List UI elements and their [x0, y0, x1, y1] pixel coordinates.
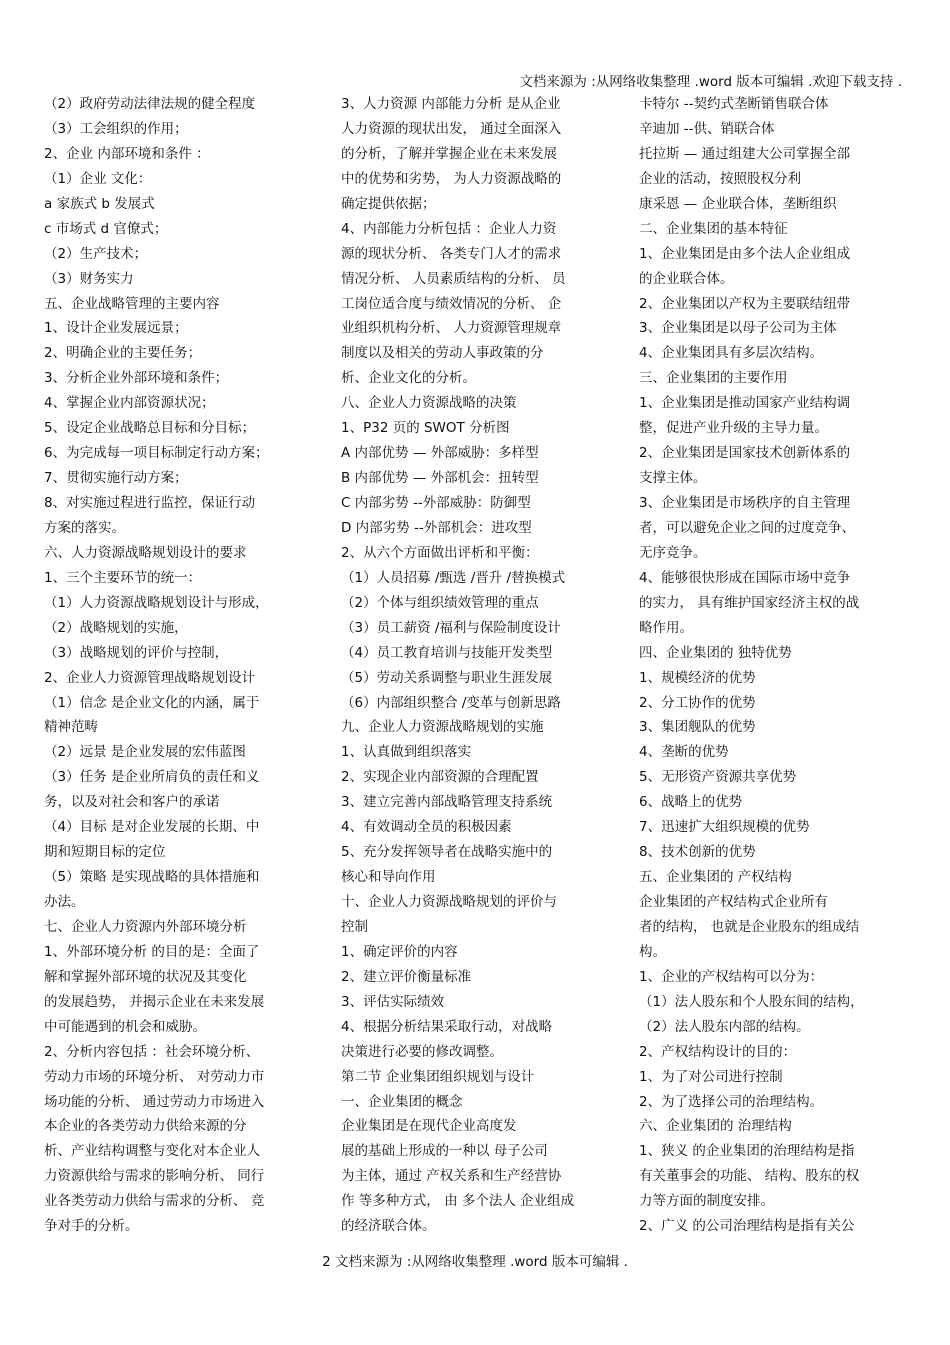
text-line: 九、企业人力资源战略规划的实施 [341, 719, 544, 736]
text-line: 企业的活动，按照股权分利 [639, 170, 801, 187]
text-line: 有关董事会的功能、 结构、股东的权 [639, 1168, 860, 1185]
text-column-1 [44, 92, 312, 1239]
text-line: （2）个体与组织绩效管理的重点 [341, 594, 539, 611]
text-line: 构。 [639, 943, 666, 960]
text-line: 略作用。 [639, 619, 693, 636]
text-line: 办法。 [44, 894, 85, 910]
text-line: 8、技术创新的优势 [639, 844, 756, 861]
text-line: 1、认真做到组织落实 [341, 744, 472, 761]
text-line: 工岗位适合度与绩效情况的分析、 企 [341, 295, 562, 312]
text-line: （2）法人股东内部的结构。 [639, 1018, 810, 1035]
text-line: （1）人员招募 /甄选 /晋升 /替换模式 [341, 569, 566, 586]
text-line: 析、产业结构调整与变化对本企业人 [44, 1143, 260, 1160]
text-line: 4、垄断的优势 [639, 744, 729, 761]
text-line: 者，可以避免企业之间的过度竞争、 [639, 519, 855, 536]
text-line: 2、为了选择公司的治理结构。 [639, 1093, 824, 1110]
text-line: （3）工会组织的作用； [44, 120, 188, 137]
text-line: （5）劳动关系调整与职业生涯发展 [341, 669, 553, 686]
text-line: 1、外部环境分析 的目的是：全面了 [44, 943, 260, 960]
text-line: 1、为了对公司进行控制 [639, 1068, 783, 1085]
text-line: 八、企业人力资源战略的决策 [341, 395, 517, 412]
text-line: 的发展趋势， 并揭示企业在未来发展 [44, 993, 265, 1010]
text-line: 七、企业人力资源内外部环境分析 [44, 918, 247, 935]
text-line: 1、P32 页的 SWOT 分析图 [341, 420, 510, 437]
text-line: 场功能的分析、 通过劳动力市场进入 [44, 1093, 265, 1110]
text-line: （6）内部组织整合 /变革与创新思路 [341, 694, 561, 711]
text-line: 为主体，通过 产权关系和生产经营协 [341, 1168, 562, 1185]
text-line: 本企业的各类劳动力供给来源的分 [44, 1118, 247, 1135]
text-line: 3、建立完善内部战略管理支持系统 [341, 794, 553, 811]
text-line: 五、企业集团的 产权结构 [639, 869, 792, 886]
text-line: 1、企业集团是由多个法人企业组成 [639, 245, 851, 262]
text-line: 2、从六个方面做出评析和平衡： [341, 544, 539, 561]
text-line: 2、企业集团以产权为主要联结纽带 [639, 295, 851, 312]
text-line: 卡特尔 --契约式垄断销售联合体 [639, 96, 829, 112]
text-line: 4、掌握企业内部资源状况； [44, 395, 215, 412]
text-line: 2、建立评价衡量标准 [341, 968, 472, 985]
text-line: 控制 [341, 918, 368, 935]
text-line: 展的基础上形成的一种以 母子公司 [341, 1143, 548, 1160]
text-line: 4、能够很快形成在国际市场中竞争 [639, 569, 851, 586]
text-line: 务，以及对社会和客户的承诺 [44, 794, 220, 811]
text-line: 6、战略上的优势 [639, 794, 743, 811]
text-line: 4、企业集团具有多层次结构。 [639, 345, 824, 362]
text-line: 的经济联合体。 [341, 1218, 436, 1235]
text-line: 1、三个主要环节的统一： [44, 569, 202, 586]
text-line: 2、企业人力资源管理战略规划设计 [44, 669, 256, 686]
text-line: 源的现状分析、 各类专门人才的需求 [341, 245, 562, 262]
text-line: 4、有效调动全员的积极因素 [341, 819, 512, 836]
text-line: 业组织机构分析、 人力资源管理规章 [341, 320, 562, 337]
text-line: （1）企业 文化： [44, 170, 152, 187]
text-line: 2、明确企业的主要任务； [44, 345, 202, 362]
text-line: （4）员工教育培训与技能开发类型 [341, 644, 553, 661]
text-line: 2、分工协作的优势 [639, 694, 756, 711]
text-line: （3）财务实力 [44, 270, 134, 287]
text-line: 1、企业的产权结构可以分为： [639, 968, 824, 985]
text-line: 5、充分发挥领导者在战略实施中的 [341, 844, 553, 861]
text-line: （2）远景 是企业发展的宏伟蓝图 [44, 744, 246, 761]
text-line: 企业集团的产权结构式企业所有 [639, 894, 828, 910]
text-line: 无序竞争。 [639, 544, 707, 561]
text-line: 3、企业集团是市场秩序的自主管理 [639, 495, 851, 511]
text-line: 1、规模经济的优势 [639, 669, 756, 686]
text-line: 精神范畴 [44, 719, 98, 736]
text-line: 方案的落实。 [44, 519, 125, 536]
text-column-3 [639, 92, 909, 1239]
text-line: （3）任务 是企业所肩负的责任和义 [44, 769, 260, 786]
page-header: 文档来源为 :从网络收集整理 .word 版本可编辑 .欢迎下载支持 . [519, 74, 902, 90]
text-column-2 [341, 92, 611, 1239]
text-line: 3、企业集团是以母子公司为主体 [639, 320, 837, 337]
text-line: 制度以及相关的劳动人事政策的分 [341, 345, 544, 362]
text-line: 2、企业集团是国家技术创新体系的 [639, 445, 851, 462]
text-line: 劳动力市场的环境分析、 对劳动力市 [44, 1068, 265, 1085]
text-line: 2、企业 内部环境和条件 ： [44, 145, 210, 162]
text-line: 8、对实施过程进行监控，保证行动 [44, 495, 256, 511]
text-line: 人力资源的现状出发， 通过全面深入 [341, 120, 562, 137]
text-line: 六、企业集团的 治理结构 [639, 1118, 792, 1135]
text-line: 三、企业集团的主要作用 [639, 370, 788, 387]
text-line: 期和短期目标的定位 [44, 844, 166, 861]
text-line: 4、根据分析结果采取行动，对战略 [341, 1018, 553, 1035]
text-line: 业各类劳动力供给与需求的分析、 竞 [44, 1193, 265, 1210]
text-line: 力资源供给与需求的影响分析、 同行 [44, 1168, 265, 1185]
text-line: 1、确定评价的内容 [341, 943, 458, 960]
text-line: 争对手的分析。 [44, 1218, 139, 1235]
text-line: 2、分析内容包括 ：社会环境分析、 [44, 1043, 260, 1060]
text-line: 1、设计企业发展远景； [44, 320, 188, 337]
text-line: 中的优势和劣势， 为人力资源战略的 [341, 170, 562, 187]
text-line: 的企业联合体。 [639, 270, 734, 287]
text-line: （2）生产技术； [44, 245, 148, 262]
text-line: 辛迪加 --供、销联合体 [639, 120, 775, 137]
text-line: A 内部优势 — 外部威胁：多样型 [341, 445, 539, 462]
text-line: 中可能遇到的机会和威胁。 [44, 1018, 206, 1035]
text-line: 六、人力资源战略规划设计的要求 [44, 544, 247, 561]
text-line: 力等方面的制度安排。 [639, 1193, 774, 1210]
text-line: c 市场式 d 官僚式； [44, 220, 168, 237]
text-line: 3、集团舰队的优势 [639, 719, 756, 736]
text-line: 核心和导向作用 [341, 869, 436, 886]
text-line: 2、广义 的公司治理结构是指有关公 [639, 1218, 855, 1235]
text-line: （1）法人股东和个人股东间的结构， [639, 993, 864, 1010]
text-line: B 内部优势 — 外部机会：扭转型 [341, 470, 539, 487]
text-line: 的分析，了解并掌握企业在未来发展 [341, 145, 557, 162]
text-line: 5、无形资产资源共享优势 [639, 769, 797, 786]
text-line: 1、企业集团是推动国家产业结构调 [639, 395, 851, 412]
text-line: （3）战略规划的评价与控制， [44, 644, 229, 661]
text-line: 五、企业战略管理的主要内容 [44, 295, 220, 312]
text-line: 一、企业集团的概念 [341, 1093, 463, 1110]
text-line: 解和掌握外部环境的状况及其变化 [44, 968, 247, 985]
text-line: 2、产权结构设计的目的： [639, 1043, 797, 1060]
text-line: 2、实现企业内部资源的合理配置 [341, 769, 539, 786]
text-line: a 家族式 b 发展式 [44, 195, 155, 212]
text-line: （1）信念 是企业文化的内涵，属于 [44, 694, 260, 711]
text-line: C 内部劣势 --外部威胁：防御型 [341, 495, 531, 511]
text-line: 整，促进产业升级的主导力量。 [639, 420, 828, 437]
text-line: D 内部劣势 --外部机会：进攻型 [341, 519, 532, 536]
text-line: 3、分析企业外部环境和条件； [44, 370, 229, 387]
text-line: 十、企业人力资源战略规划的评价与 [341, 894, 557, 910]
text-line: 情况分析、 人员素质结构的分析、 员 [341, 270, 566, 287]
text-line: 托拉斯 — 通过组建大公司掌握全部 [639, 145, 851, 162]
text-line: 7、迅速扩大组织规模的优势 [639, 819, 810, 836]
text-line: 企业集团是在现代企业高度发 [341, 1118, 517, 1135]
text-line: 支撑主体。 [639, 470, 707, 487]
text-line: 5、设定企业战略总目标和分目标； [44, 420, 256, 437]
text-line: 4、内部能力分析包括 ：企业人力资 [341, 220, 557, 237]
text-line: 作 等多种方式， 由 多个法人 企业组成 [341, 1193, 575, 1210]
text-line: 四、企业集团的 独特优势 [639, 644, 792, 661]
text-line: 第二节 企业集团组织规划与设计 [341, 1068, 535, 1085]
text-line: 7、贯彻实施行动方案； [44, 470, 188, 487]
text-line: 康采恩 — 企业联合体，垄断组织 [639, 195, 837, 212]
text-line: 者的结构， 也就是企业股东的组成结 [639, 918, 860, 935]
page-footer: 2 文档来源为 :从网络收集整理 .word 版本可编辑 . [322, 1254, 628, 1270]
text-line: 决策进行必要的修改调整。 [341, 1043, 503, 1060]
text-line: （3）员工薪资 /福利与保险制度设计 [341, 619, 561, 636]
text-line: 3、人力资源 内部能力分析 是从企业 [341, 96, 561, 112]
text-line: 的实力， 具有维护国家经济主权的战 [639, 594, 860, 611]
text-line: 3、评估实际绩效 [341, 993, 445, 1010]
text-line: （4）目标 是对企业发展的长期、中 [44, 819, 260, 836]
text-line: （2）政府劳动法律法规的健全程度 [44, 96, 256, 112]
text-line: 二、企业集团的基本特征 [639, 220, 788, 237]
text-line: 析、企业文化的分析。 [341, 370, 476, 387]
text-line: 6、为完成每一项目标制定行动方案； [44, 445, 269, 462]
text-line: （1）人力资源战略规划设计与形成， [44, 594, 269, 611]
text-line: （2）战略规划的实施， [44, 619, 188, 636]
text-line: 1、狭义 的企业集团的治理结构是指 [639, 1143, 855, 1160]
text-line: 确定提供依据； [341, 195, 436, 212]
text-line: （5）策略 是实现战略的具体措施和 [44, 869, 260, 886]
